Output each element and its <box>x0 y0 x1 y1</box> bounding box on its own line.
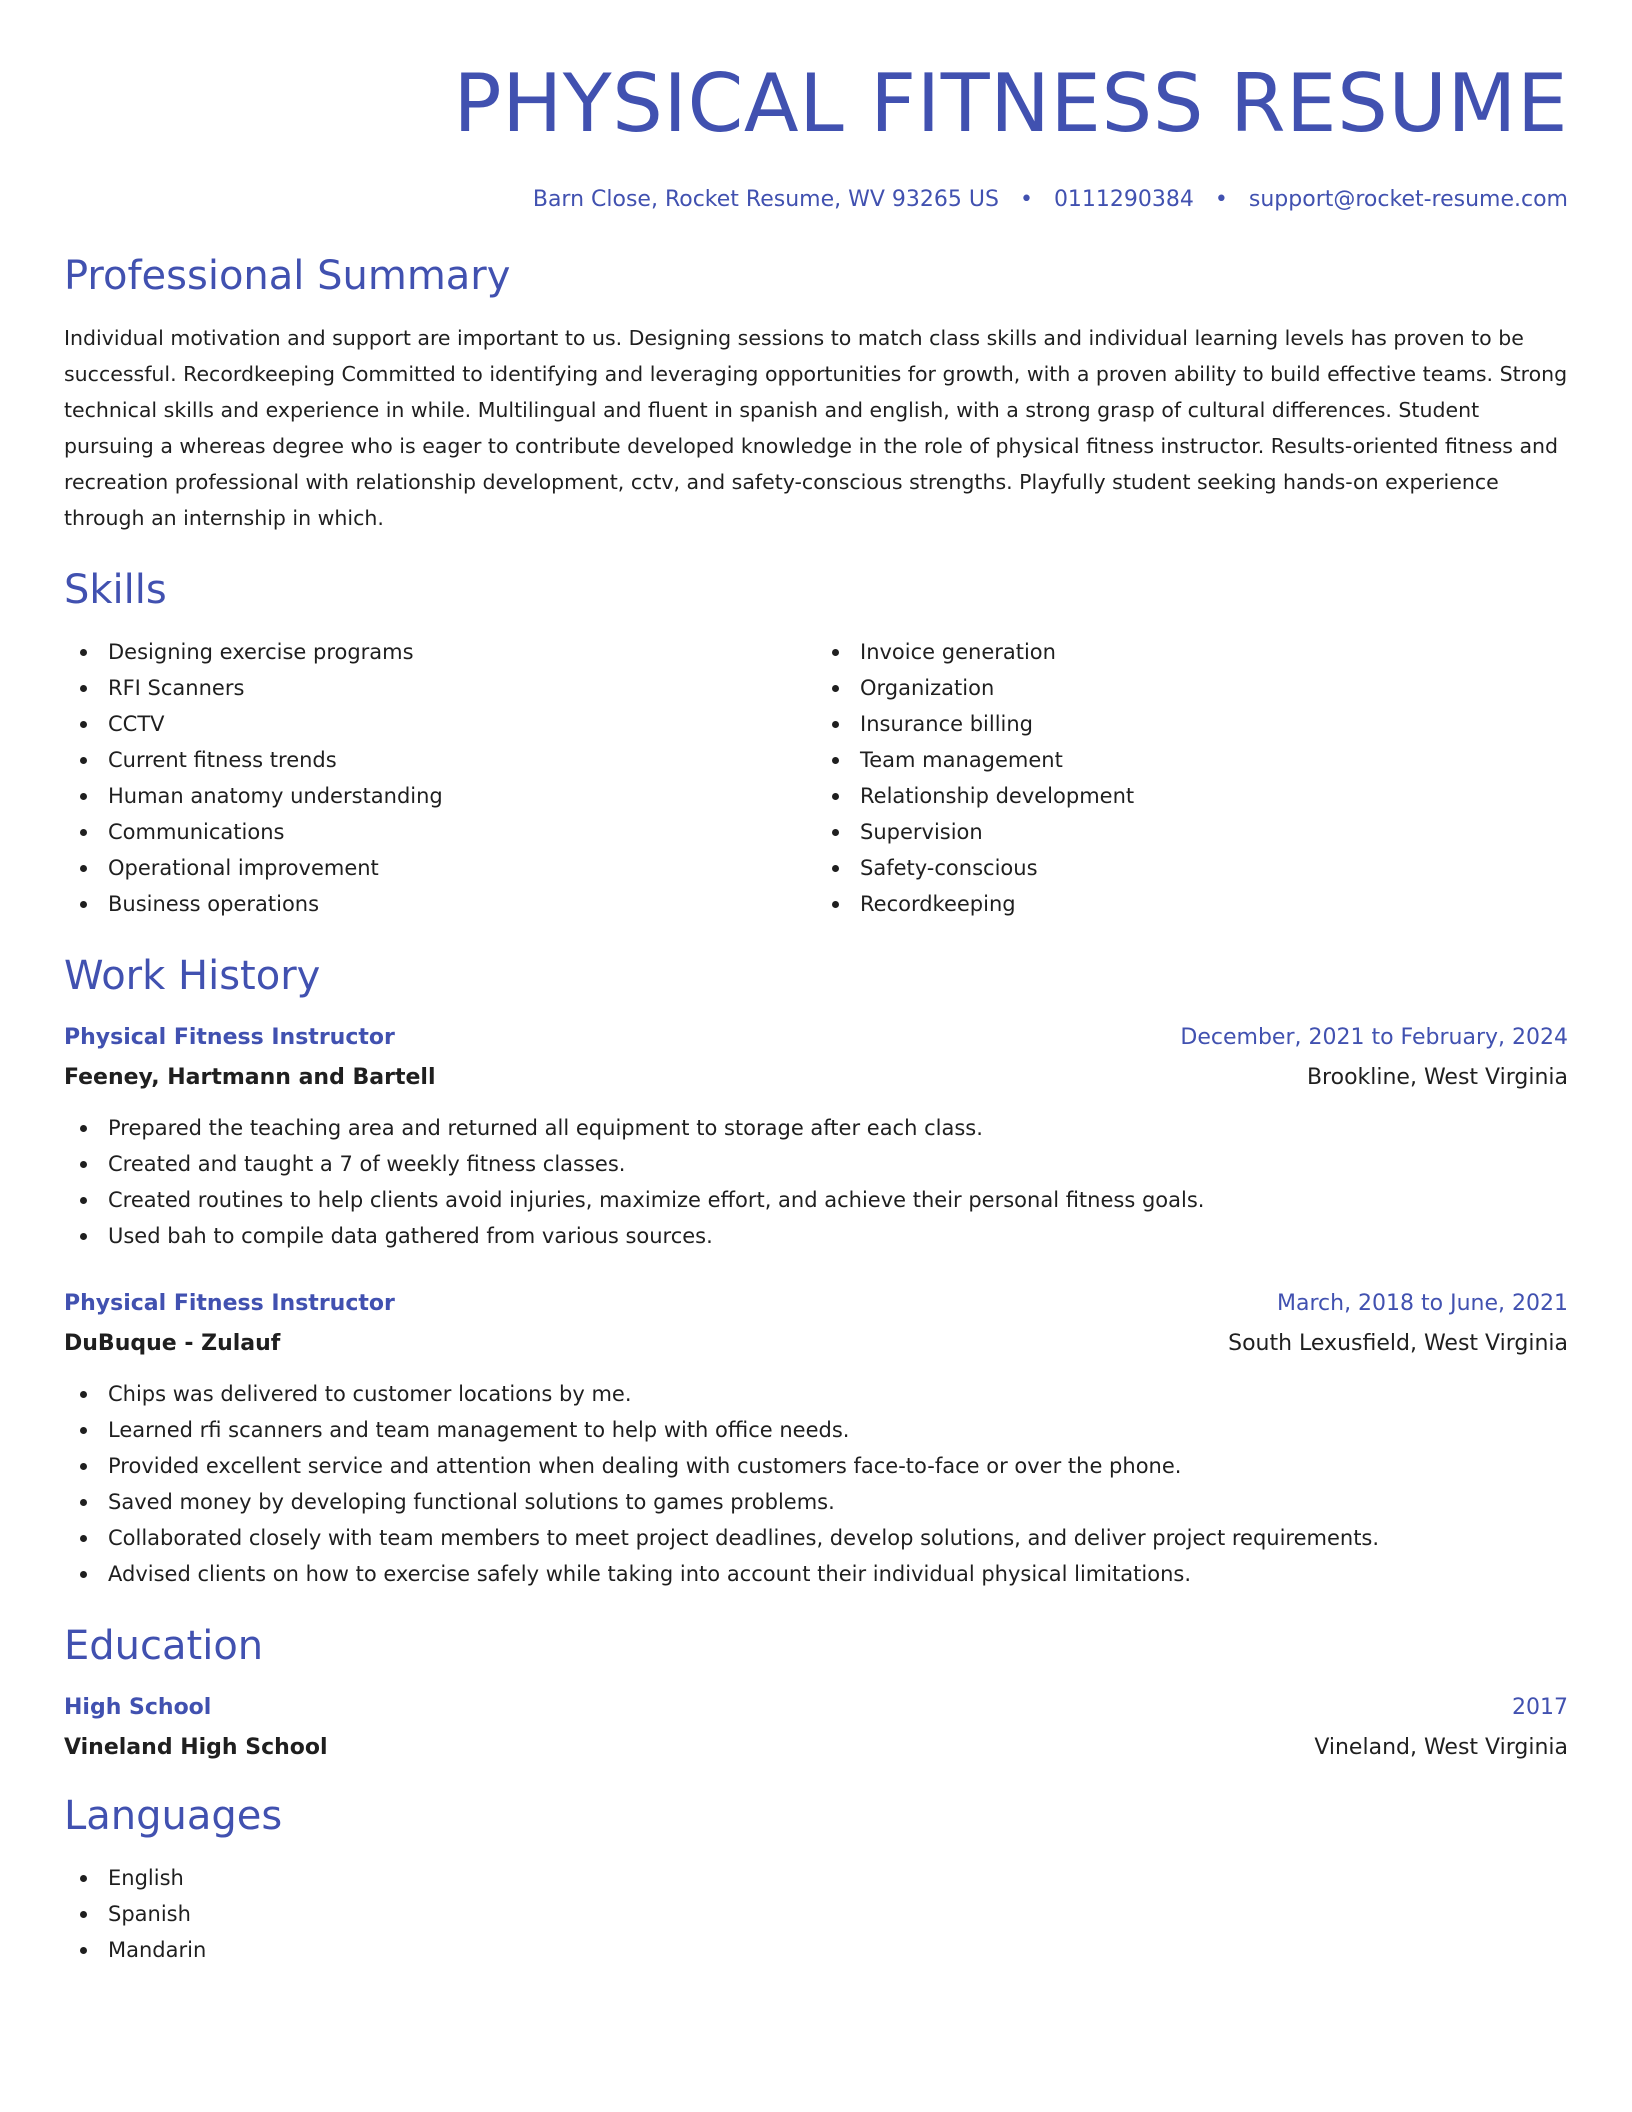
skill-item: Business operations <box>64 886 816 922</box>
skills-left-column <box>64 634 816 922</box>
skills-grid <box>64 634 1568 922</box>
skill-item: Relationship development <box>816 778 1568 814</box>
skill-item: CCTV <box>64 706 816 742</box>
job-duties <box>64 1376 1568 1592</box>
job-location: South Lexusfield, West Virginia <box>1228 1331 1568 1356</box>
skill-item: Human anatomy understanding <box>64 778 816 814</box>
skill-item: RFI Scanners <box>64 670 816 706</box>
job-duty: Saved money by developing functional solutions to games problems. <box>64 1484 1568 1520</box>
job-duties <box>64 1110 1568 1254</box>
language-item: English <box>64 1860 1568 1896</box>
skill-item: Organization <box>816 670 1568 706</box>
job-company: DuBuque - Zulauf <box>64 1331 281 1356</box>
summary-section <box>64 252 1568 536</box>
job-location: Brookline, West Virginia <box>1306 1065 1568 1090</box>
resume-title: PHYSICAL FITNESS RESUME <box>453 57 1568 150</box>
contact-phone: 0111290384 <box>1053 187 1194 212</box>
job-duty: Created routines to help clients avoid injuries, maximize effort, and achieve their personal fitness goals. <box>64 1182 1568 1218</box>
job-dates: December, 2021 to February, 2024 <box>1180 1025 1568 1050</box>
job-subheader <box>64 1328 1568 1360</box>
education-year: 2017 <box>1512 1695 1568 1720</box>
languages-heading: Languages <box>64 1793 283 1839</box>
skill-item: Insurance billing <box>816 706 1568 742</box>
job-duty: Provided excellent service and attention when dealing with customers face-to-face or over the phone. <box>64 1448 1568 1484</box>
contact-line <box>64 184 1568 216</box>
job-title: Physical Fitness Instructor <box>64 1291 395 1316</box>
job-duty: Created and taught a 7 of weekly fitness classes. <box>64 1146 1568 1182</box>
education-location: Vineland, West Virginia <box>1314 1735 1568 1760</box>
skills-heading: Skills <box>64 567 167 613</box>
job-entry <box>64 1022 1568 1254</box>
education-subheader <box>64 1732 1568 1764</box>
summary-heading: Professional Summary <box>64 253 511 299</box>
job-entry <box>64 1288 1568 1592</box>
skill-item: Recordkeeping <box>816 886 1568 922</box>
work-history-heading: Work History <box>64 953 321 999</box>
job-duty: Chips was delivered to customer locations by me. <box>64 1376 1568 1412</box>
bullet-separator: • <box>1019 187 1033 212</box>
language-item: Spanish <box>64 1896 1568 1932</box>
skills-section <box>64 566 1568 922</box>
skill-item: Invoice generation <box>816 634 1568 670</box>
skill-item: Current fitness trends <box>64 742 816 778</box>
education-entry <box>64 1692 1568 1764</box>
languages-section <box>64 1792 1568 1968</box>
language-item: Mandarin <box>64 1932 1568 1968</box>
education-section <box>64 1622 1568 1764</box>
work-history-section <box>64 952 1568 1592</box>
job-header <box>64 1022 1568 1054</box>
job-duty: Advised clients on how to exercise safely while taking into account their individual physical limitations. <box>64 1556 1568 1592</box>
job-duty: Learned rfi scanners and team management to help with office needs. <box>64 1412 1568 1448</box>
contact-address: Barn Close, Rocket Resume, WV 93265 US <box>532 187 999 212</box>
job-subheader <box>64 1062 1568 1094</box>
skill-item: Safety-conscious <box>816 850 1568 886</box>
job-duty: Prepared the teaching area and returned all equipment to storage after each class. <box>64 1110 1568 1146</box>
skill-item: Operational improvement <box>64 850 816 886</box>
skill-item: Communications <box>64 814 816 850</box>
job-company: Feeney, Hartmann and Bartell <box>64 1065 436 1090</box>
job-dates: March, 2018 to June, 2021 <box>1277 1291 1568 1316</box>
contact-email: support@rocket-resume.com <box>1248 187 1568 212</box>
education-degree: High School <box>64 1695 212 1720</box>
bullet-separator: • <box>1214 187 1228 212</box>
job-duty: Used bah to compile data gathered from various sources. <box>64 1218 1568 1254</box>
education-header <box>64 1692 1568 1724</box>
education-heading: Education <box>64 1623 264 1669</box>
skill-item: Supervision <box>816 814 1568 850</box>
summary-text: Individual motivation and support are important to us. Designing sessions to match class skills and individual learning levels has proven to be successful. Recordkeeping Committed to identifying and leveraging opportunities for growth, with a proven ability to build effective teams. Strong technical skills and experience in while. Multilingual and fluent in spanish and english, with a strong grasp of cultural differences. Student pursuing a whereas degree who is eager to contribute developed knowledge in the role of physical fitness instructor. Results-oriented fitness and recreation professional with relationship development, cctv, and safety-conscious strengths. Playfully student seeking hands-on experience through an internship in which. <box>64 326 1568 530</box>
languages-list <box>64 1860 1568 1968</box>
skill-item: Team management <box>816 742 1568 778</box>
job-header <box>64 1288 1568 1320</box>
skill-item: Designing exercise programs <box>64 634 816 670</box>
skills-right-column <box>816 634 1568 922</box>
job-duty: Collaborated closely with team members to meet project deadlines, develop solutions, and deliver project requirements. <box>64 1520 1568 1556</box>
education-school: Vineland High School <box>64 1735 328 1760</box>
job-title: Physical Fitness Instructor <box>64 1025 395 1050</box>
